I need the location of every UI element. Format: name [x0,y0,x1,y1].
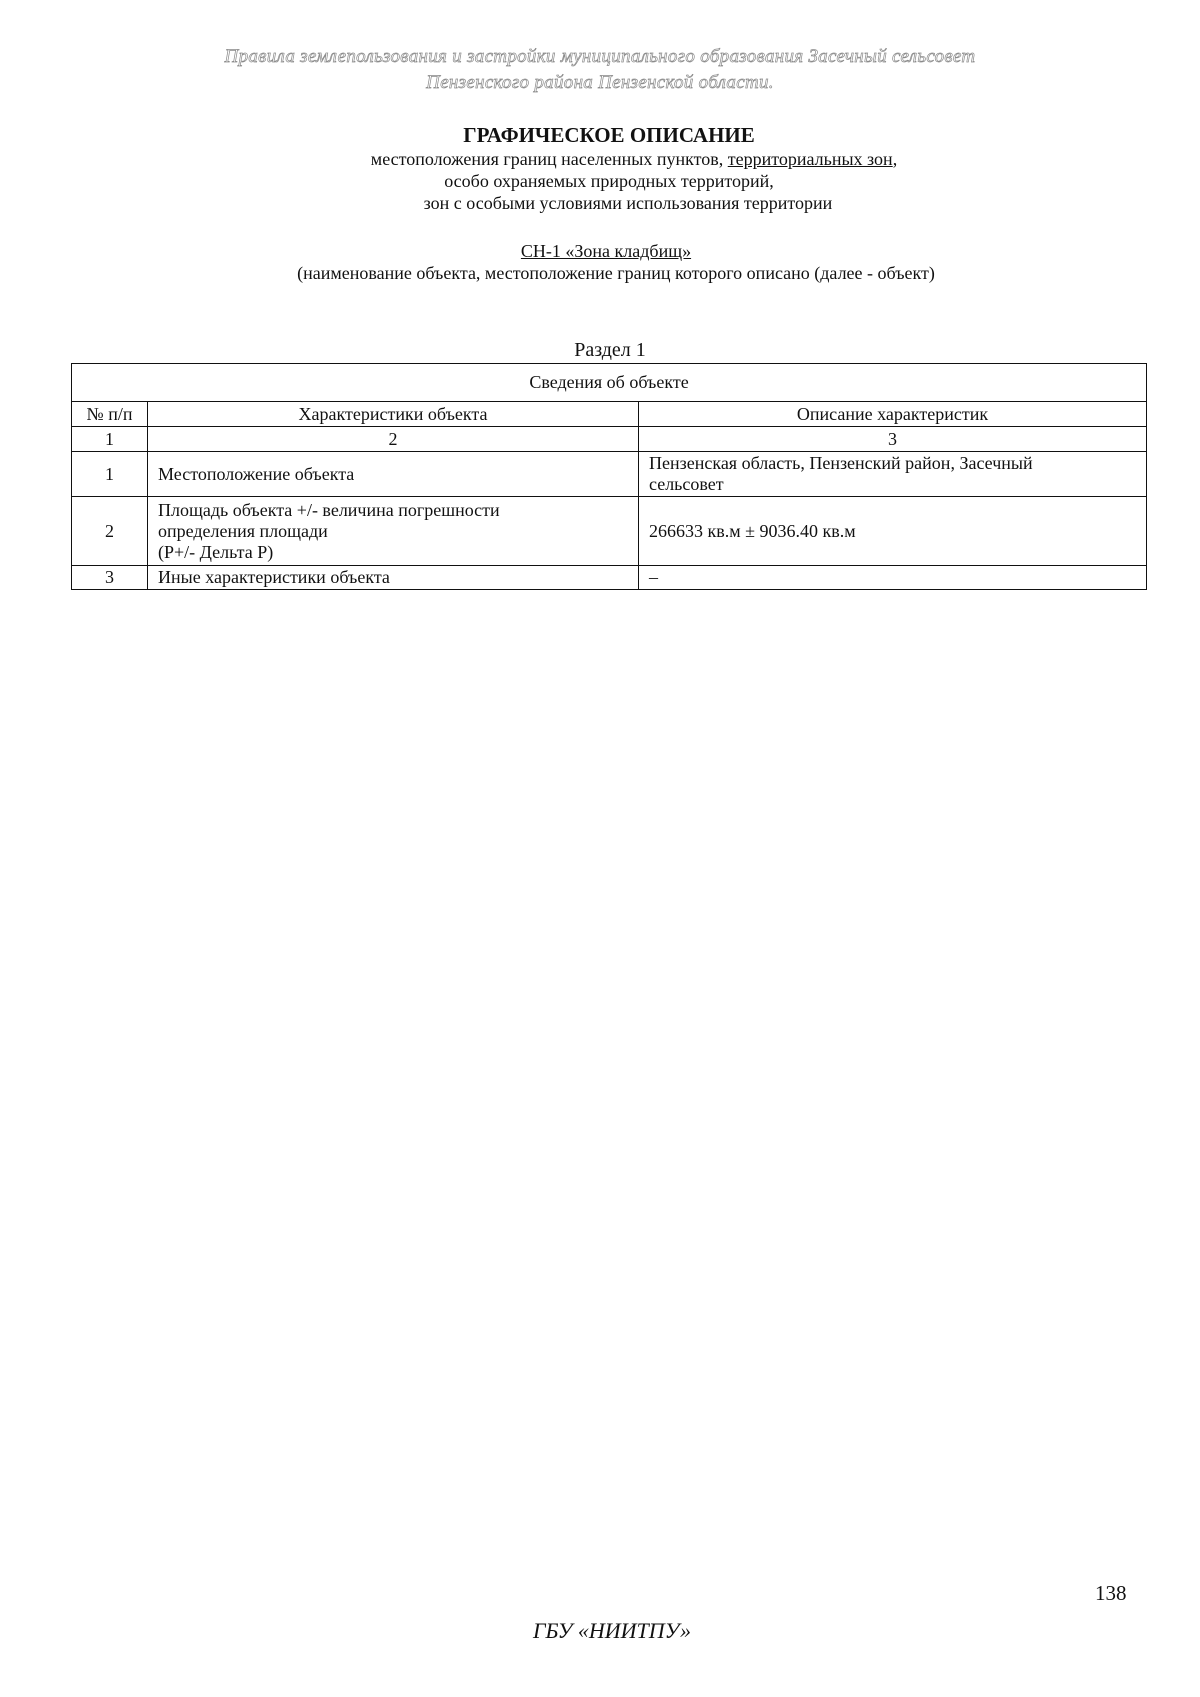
subtitle-line-3: зон с особыми условиями использования территории [423,193,833,213]
document-title: ГРАФИЧЕСКОЕ ОПИСАНИЕ [463,123,755,147]
row-characteristic-line: Местоположение объекта [158,463,355,484]
subtitle-line-1-end: , [892,149,898,169]
object-caption: (наименование объекта, местоположение границ которого описано (далее - объект) [297,263,935,283]
row-description-line: сельсовет [649,474,724,494]
running-header [0,44,1200,96]
header-characteristic: Характеристики объекта [148,402,639,427]
header-number: № п/п [72,402,148,427]
table-row [72,452,1147,497]
row-description-line: 266633 кв.м ± 9036.40 кв.м [649,520,856,541]
row-characteristic [148,497,639,566]
row-number: 2 [72,497,148,566]
column-number-2: 2 [148,427,639,452]
subtitle-line-1 [68,148,1200,170]
object-block [0,240,1200,284]
row-characteristic [148,566,639,590]
table-caption: Сведения об объекте [72,364,1147,402]
column-number-3: 3 [639,427,1147,452]
footer-organization: ГБУ «НИИТПУ» [532,1618,692,1643]
row-description [639,566,1147,590]
row-characteristic-line: Иные характеристики объекта [158,567,390,587]
row-number: 1 [72,452,148,497]
column-number-1: 1 [72,427,148,452]
running-header-line-2: Пензенского района Пензенской области. [426,72,774,93]
row-description-line: Пензенская область, Пензенский район, Засечный [649,453,1033,473]
table-header-row [72,402,1147,427]
row-description [639,497,1147,566]
row-number: 3 [72,566,148,590]
header-description: Описание характеристик [639,402,1147,427]
object-name: СН-1 «Зона кладбищ» [520,241,692,261]
section-label: Раздел 1 [574,339,646,361]
page-number: 138 [1095,1581,1127,1605]
table-row [72,566,1147,590]
document-title-block [0,122,1200,214]
subtitle-line-2: особо охраняемых природных территорий, [444,171,774,191]
row-description-line: – [649,567,658,587]
column-numbers-row [72,427,1147,452]
row-characteristic [148,452,639,497]
row-characteristic-line: определения площади [158,520,328,541]
row-characteristic-line: Площадь объекта +/- величина погрешности [158,499,500,520]
row-characteristic-line: (Р+/- Дельта Р) [158,541,274,562]
object-info-table [71,363,1147,590]
row-description [639,452,1147,497]
subtitle-line-1-start: местоположения границ населенных пунктов, [370,149,728,169]
subtitle-underlined-term: территориальных зон [727,149,893,169]
table-caption-row [72,364,1147,402]
table-row [72,497,1147,566]
running-header-line-1: Правила землепользования и застройки муниципального образования Засечный сельсовет [224,46,976,67]
